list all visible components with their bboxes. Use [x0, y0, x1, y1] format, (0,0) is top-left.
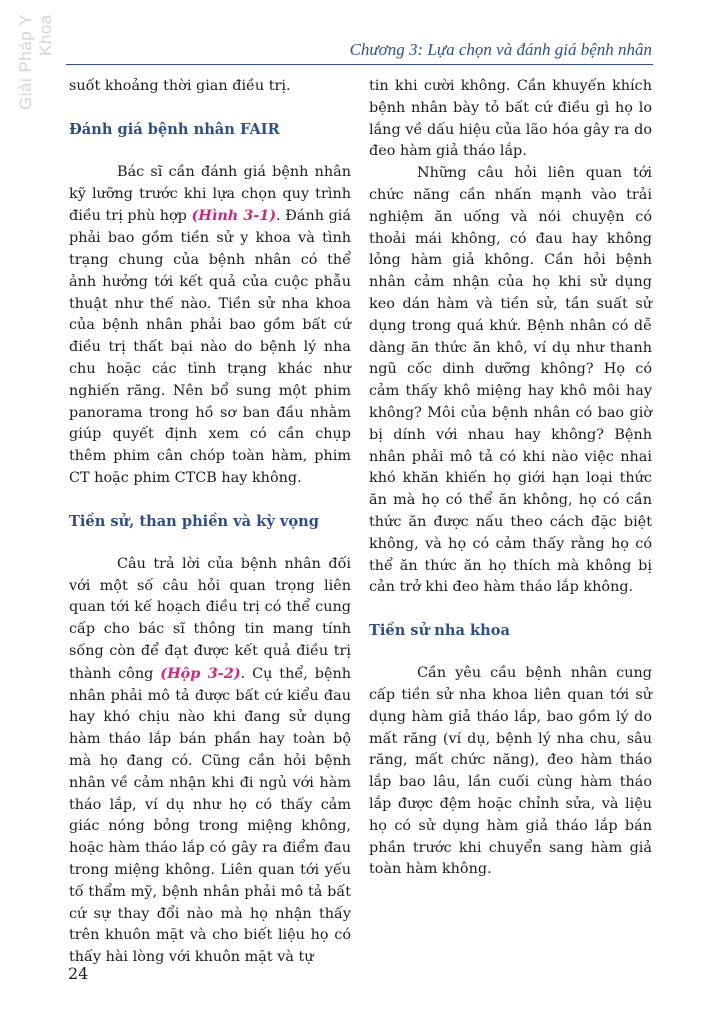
text-span: Bác sĩ cần đánh giá bệnh nhân kỹ lưỡng trước khi lựa chọn quy trình điều trị phù hợp	[69, 163, 351, 225]
paragraph-function-questions: Những câu hỏi liên quan tới chức năng cần nhấn mạnh vào trải nghiệm ăn uống và nói chuyện có thoải mái không, có đau hay không lỏng hàm giả không. Cần hỏi bệnh nhân cảm nhận của họ khi sử dụng keo dán hàm và tiền sử, tần suất sử dụng trong quá khứ. Bệnh nhân có dễ dàng ăn thức ăn khô, ví dụ như thanh ngũ cốc dinh dưỡng không? Họ có cảm thấy khô miệng hay khô môi hay không? Môi của bệnh nhân có bao giờ bị dính với nhau hay không? Bệnh nhân phải mô tả có khi nào việc nhai khó khăn khiến họ giới hạn loại thức ăn mà họ có thể ăn không, họ có cần thức ăn được nấu theo cách đặc biệt không, và họ có cảm thấy rằng họ có thể ăn thức ăn họ thích mà không bị cản trở khi đeo hàm tháo lắp không.	[369, 165, 652, 596]
side-book-title: Giải Pháp Y Khoa	[16, 14, 55, 110]
chapter-header: Chương 3: Lựa chọn và đánh giá bệnh nhân	[349, 40, 652, 59]
figure-reference[interactable]: (Hình 3-1)	[191, 207, 277, 225]
text-span: . Cụ thể, bệnh nhân phải mô tả được bất cứ kiểu đau hay khó chịu nào khi đang sử dụng hàm tháo lắp bán phần hay toàn bộ mà họ đang có. Cũng cần hỏi bệnh nhân về cảm nhận khi đi ngủ với hàm tháo lắp, ví dụ như họ có thấy cảm giác nóng bỏng trong miệng không, hoặc hàm tháo lắp có gây ra điểm đau trong miệng không. Liên quan tới yếu tố thẩm mỹ, bệnh nhân phải mô tả bất cứ sự thay đổi nào mà họ nhận thấy trên khuôn mặt và cho biết liệu họ có thấy hài lòng với khuôn mặt và tự	[69, 665, 351, 966]
heading-dental-history: Tiền sử nha khoa	[369, 622, 510, 640]
left-column	[69, 76, 351, 969]
page-number: 24	[68, 964, 89, 983]
header-rule	[66, 64, 653, 65]
right-column	[369, 76, 652, 881]
box-reference[interactable]: (Hộp 3-2)	[160, 664, 241, 682]
text-span: Câu trả lời của bệnh nhân đối với một số câu hỏi quan trọng liên quan tới kế hoạch điều trị có thể cung cấp cho bác sĩ thông tin mang tính sống còn để đạt được kết quả điều trị thành công	[69, 555, 351, 682]
paragraph-dental-history: Cần yêu cầu bệnh nhân cung cấp tiền sử nha khoa liên quan tới sử dụng hàm giả tháo lắp, bao gồm lý do mất răng (ví dụ, bệnh lý nha chu, sâu răng, mất chức năng), đeo hàm tháo lắp bao lâu, lần cuối cùng hàm tháo lắp được đệm hoặc chỉnh sửa, và liệu họ có sử dụng hàm giả tháo lắp bán phần trước khi chuyển sang hàm giả toàn hàm không.	[369, 665, 652, 878]
paragraph-fair-assessment	[69, 162, 351, 490]
right-paragraph-continuation: tin khi cười không. Cần khuyến khích bệnh nhân bày tỏ bất cứ điều gì họ lo lắng về dấu hiệu của lão hóa gây ra do đeo hàm giả tháo lắp.	[369, 78, 652, 160]
heading-fair-assessment: Đánh giá bệnh nhân FAIR	[69, 120, 280, 138]
paragraph-history-complaints	[69, 554, 351, 969]
heading-history-complaints: Tiền sử, than phiền và kỳ vọng	[69, 512, 319, 530]
text-span: . Đánh giá phải bao gồm tiền sử y khoa và tình trạng chung của bệnh nhân có thể ảnh hưởng tới kết quả của cuộc phẫu thuật như thế nào. Tiền sử nha khoa của bệnh nhân phải bao gồm bất cứ điều trị thất bại nào do bệnh lý nha chu hoặc các tình trạng khác như nghiến răng. Nên bổ sung một phim panorama trong hồ sơ ban đầu nhằm giúp quyết định xem có cần chụp thêm phim cân chóp toàn hàm, phim CT hoặc phim CTCB hay không.	[69, 208, 351, 486]
left-paragraph-continuation: suốt khoảng thời gian điều trị.	[69, 78, 291, 94]
